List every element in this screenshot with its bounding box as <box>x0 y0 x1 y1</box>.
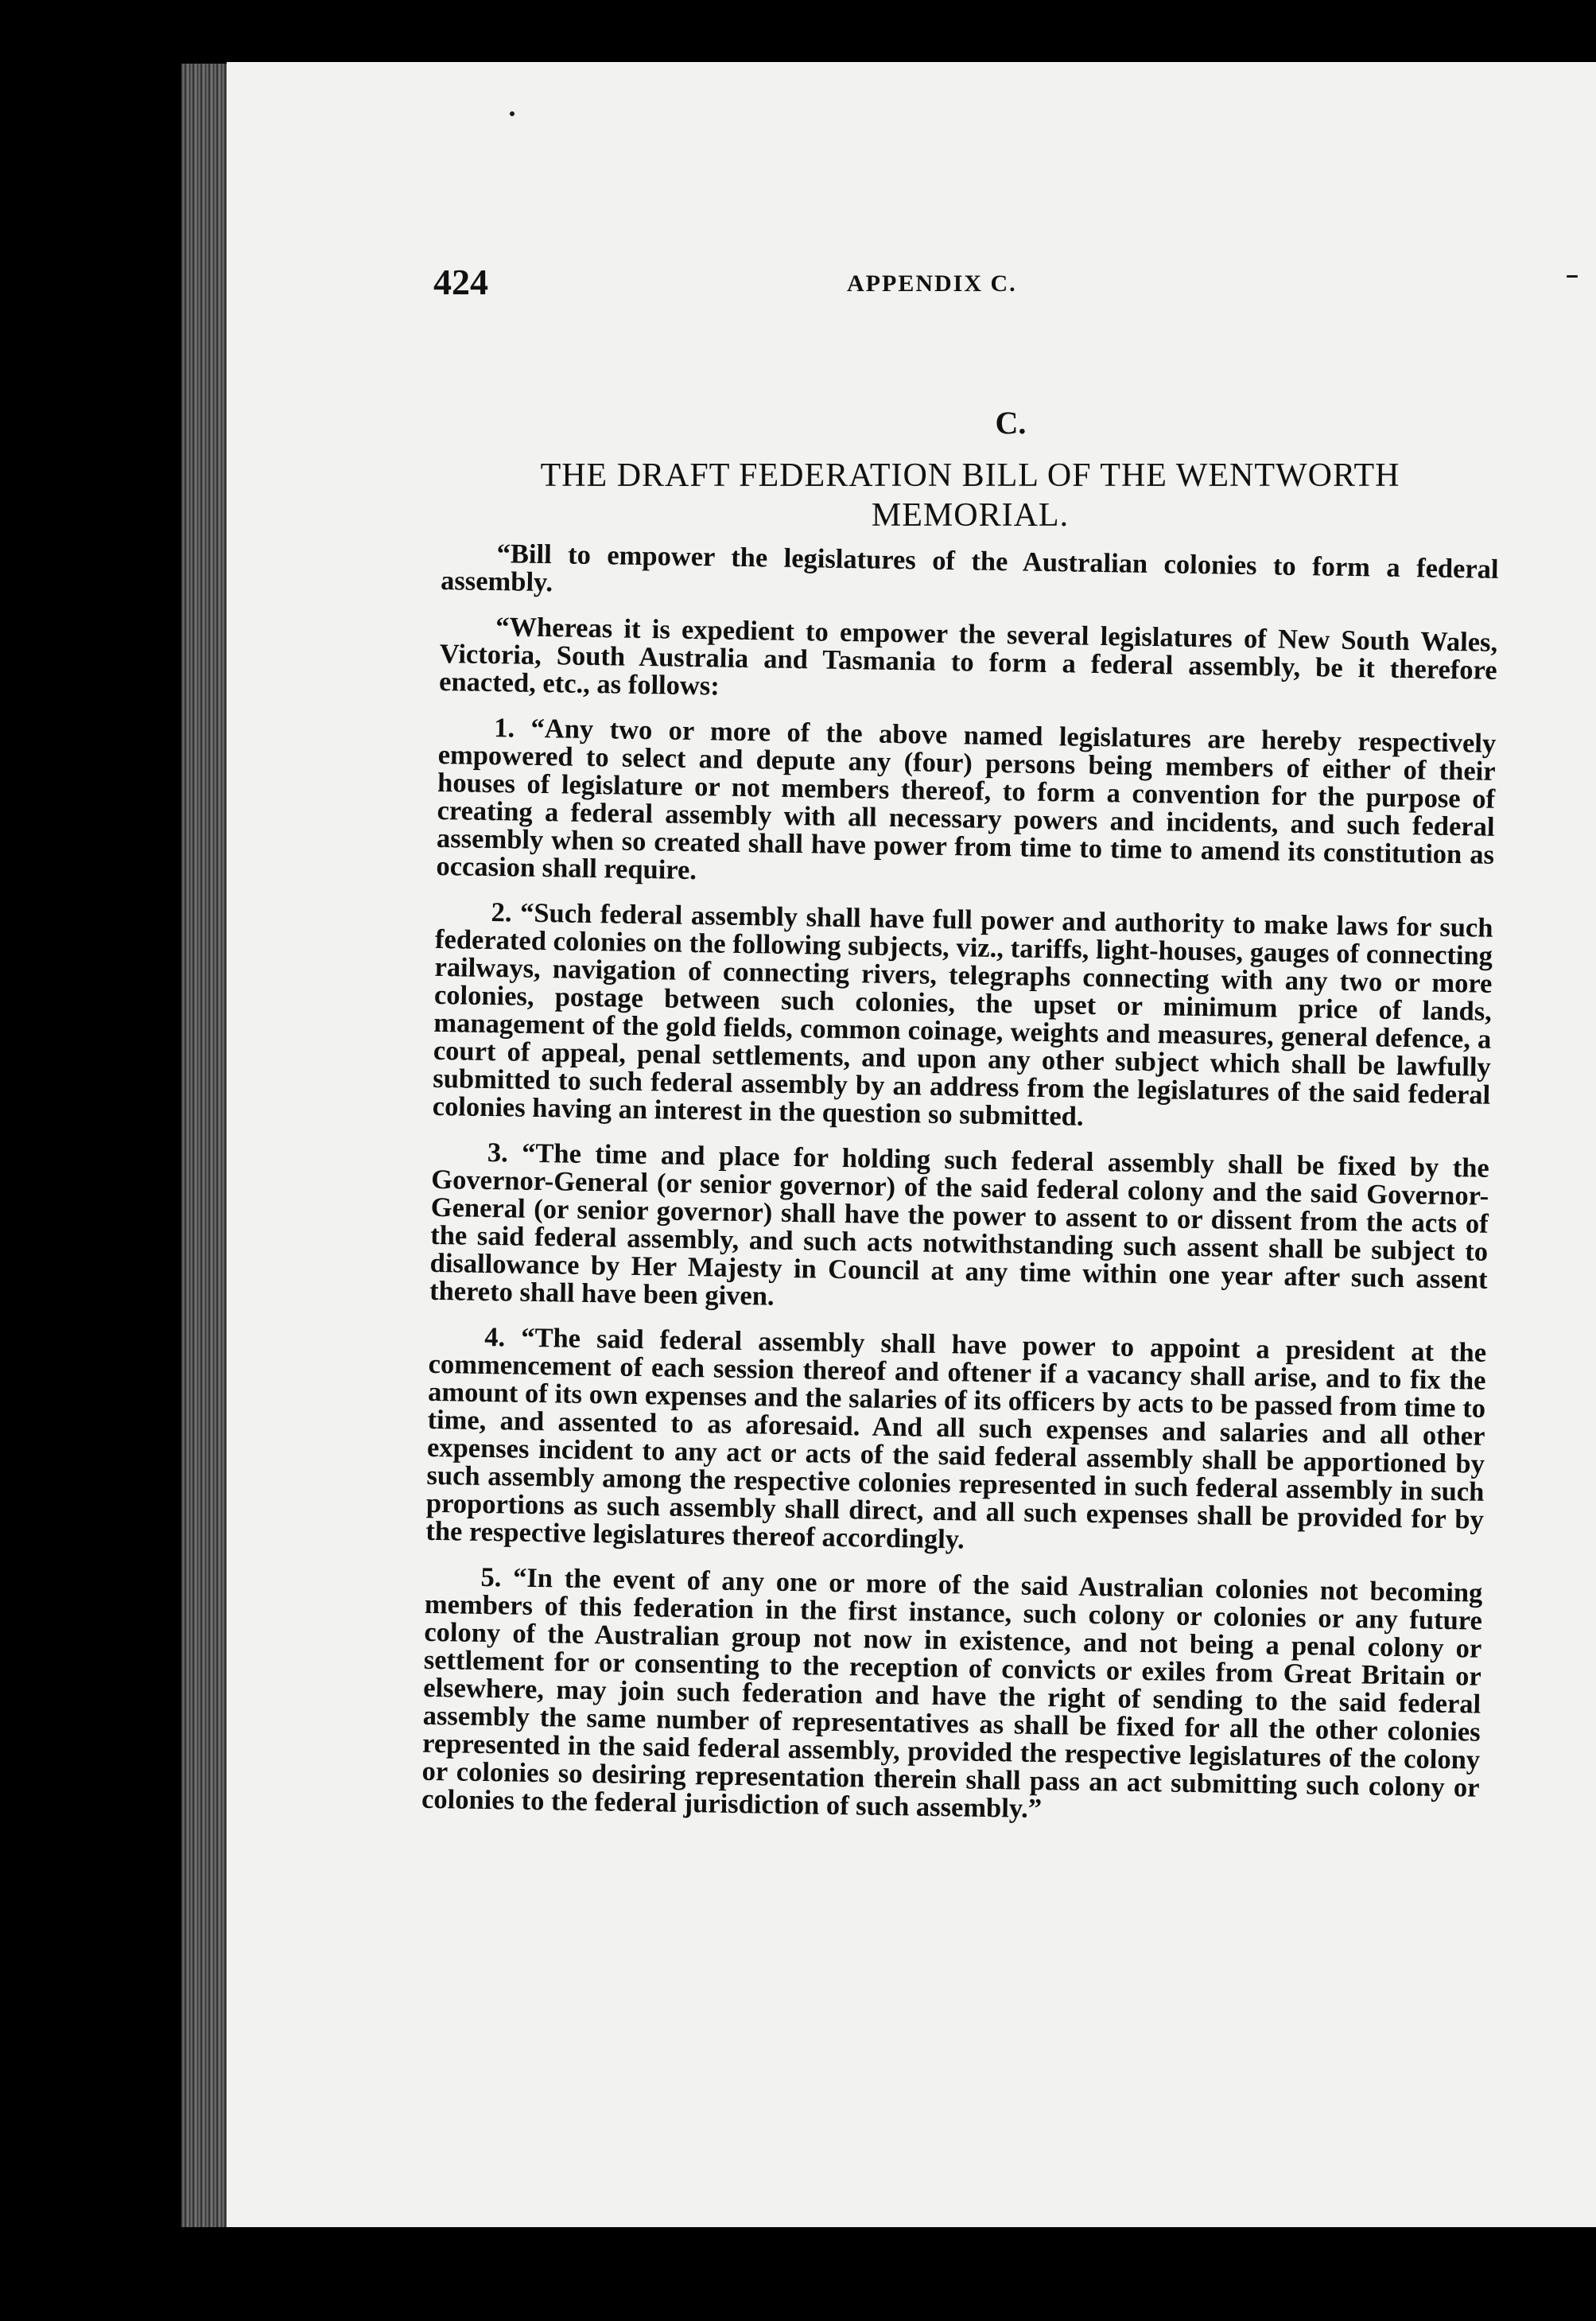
paragraph-preamble: “Bill to empower the legislatures of the Australian colonies to form a federal assembly. <box>440 538 1499 598</box>
paragraph-clause-1: 1. “Any two or more of the above named legislatures are hereby respectively empowered to select and depute any (four) persons being members of either of their houses of legislature or not members thereof, to form a convention for the purpose of creating a federal assembly with all necessary powers and incidents, and such federal assembly when so created shall have power from time to time to amend its constitution as occasion shall require. <box>436 713 1497 886</box>
section-title: THE DRAFT FEDERATION BILL OF THE WENTWORTH MEMORIAL. <box>540 457 1400 534</box>
book-page <box>227 62 1596 2227</box>
paragraph-clause-4: 4. “The said federal assembly shall have power to appoint a president at the commencement of each session thereof and oftener if a vacancy shall arise, and to fix the amount of its own expenses and the salaries of its officers by acts to be passed from time to time, and assented to as aforesaid. And all such expenses and salaries and all other expenses incident to any act or acts of the said federal assembly shall be apportioned by such assembly among the respective colonies represented in such federal assembly in such proportions as such assembly shall direct, and all such expenses shall be provided for by the respective legislatures thereof accordingly. <box>425 1321 1487 1555</box>
page-header <box>433 261 1515 309</box>
body-text <box>421 539 1498 1848</box>
book-page-edges <box>181 64 231 2227</box>
page-number: 424 <box>433 262 488 302</box>
paragraph-clause-5: 5. “In the event of any one or more of the said Australian colonies not becoming members of this federation in the first instance, such colony or colonies or any future colony of the Australian group not now in existence, and not being a penal colony or settlement for or consenting to the reception of convicts or exiles from Great Britain or elsewhere, may join such federation and have the right of sending to the said federal assembly the same number of representatives as shall be fixed for all the other colonies represented in the said federal assembly, provided the respective legislatures of the colony or colonies so desiring representation therein shall pass an act submitting such colony or colonies to the federal jurisdiction of such assembly.” <box>421 1561 1483 1825</box>
section-letter: C. <box>995 405 1027 441</box>
dust-speck <box>510 111 515 116</box>
paragraph-clause-2: 2. “Such federal assembly shall have full power and authority to make laws for such federated colonies on the following subjects, viz., tariffs, light-houses, gauges of connecting railways, navigation of connecting rivers, telegraphs connecting with any two or more colonies, postage between such colonies, the upset or minimum price of lands, management of the gold fields, common coinage, weights and measures, general defence, a court of appeal, penal settlements, and upon any other subject which shall be lawfully submitted to such federal assembly by an address from the legislatures of the said federal colonies having an interest in the question so submitted. <box>432 897 1493 1132</box>
paragraph-clause-3: 3. “The time and place for holding such federal assembly shall be fixed by the Governor-General (or senior governor) of the said federal colony and the said Governor-General (or senior governor) shall have the power to assent to or dissent from the acts of the said federal assembly, and such acts notwithstanding such assent shall be subject to disallowance by Her Majesty in Council at any time within one year after such assent thereto shall have been given. <box>429 1137 1490 1312</box>
paragraph-whereas: “Whereas it is expedient to empower the several legislatures of New South Wales, Victoria, South Australia and Tasmania to form a federal assembly, be it therefore enacted, etc., as follows: <box>438 612 1498 702</box>
running-head: APPENDIX C. <box>847 270 1017 297</box>
dust-speck <box>1567 275 1578 278</box>
